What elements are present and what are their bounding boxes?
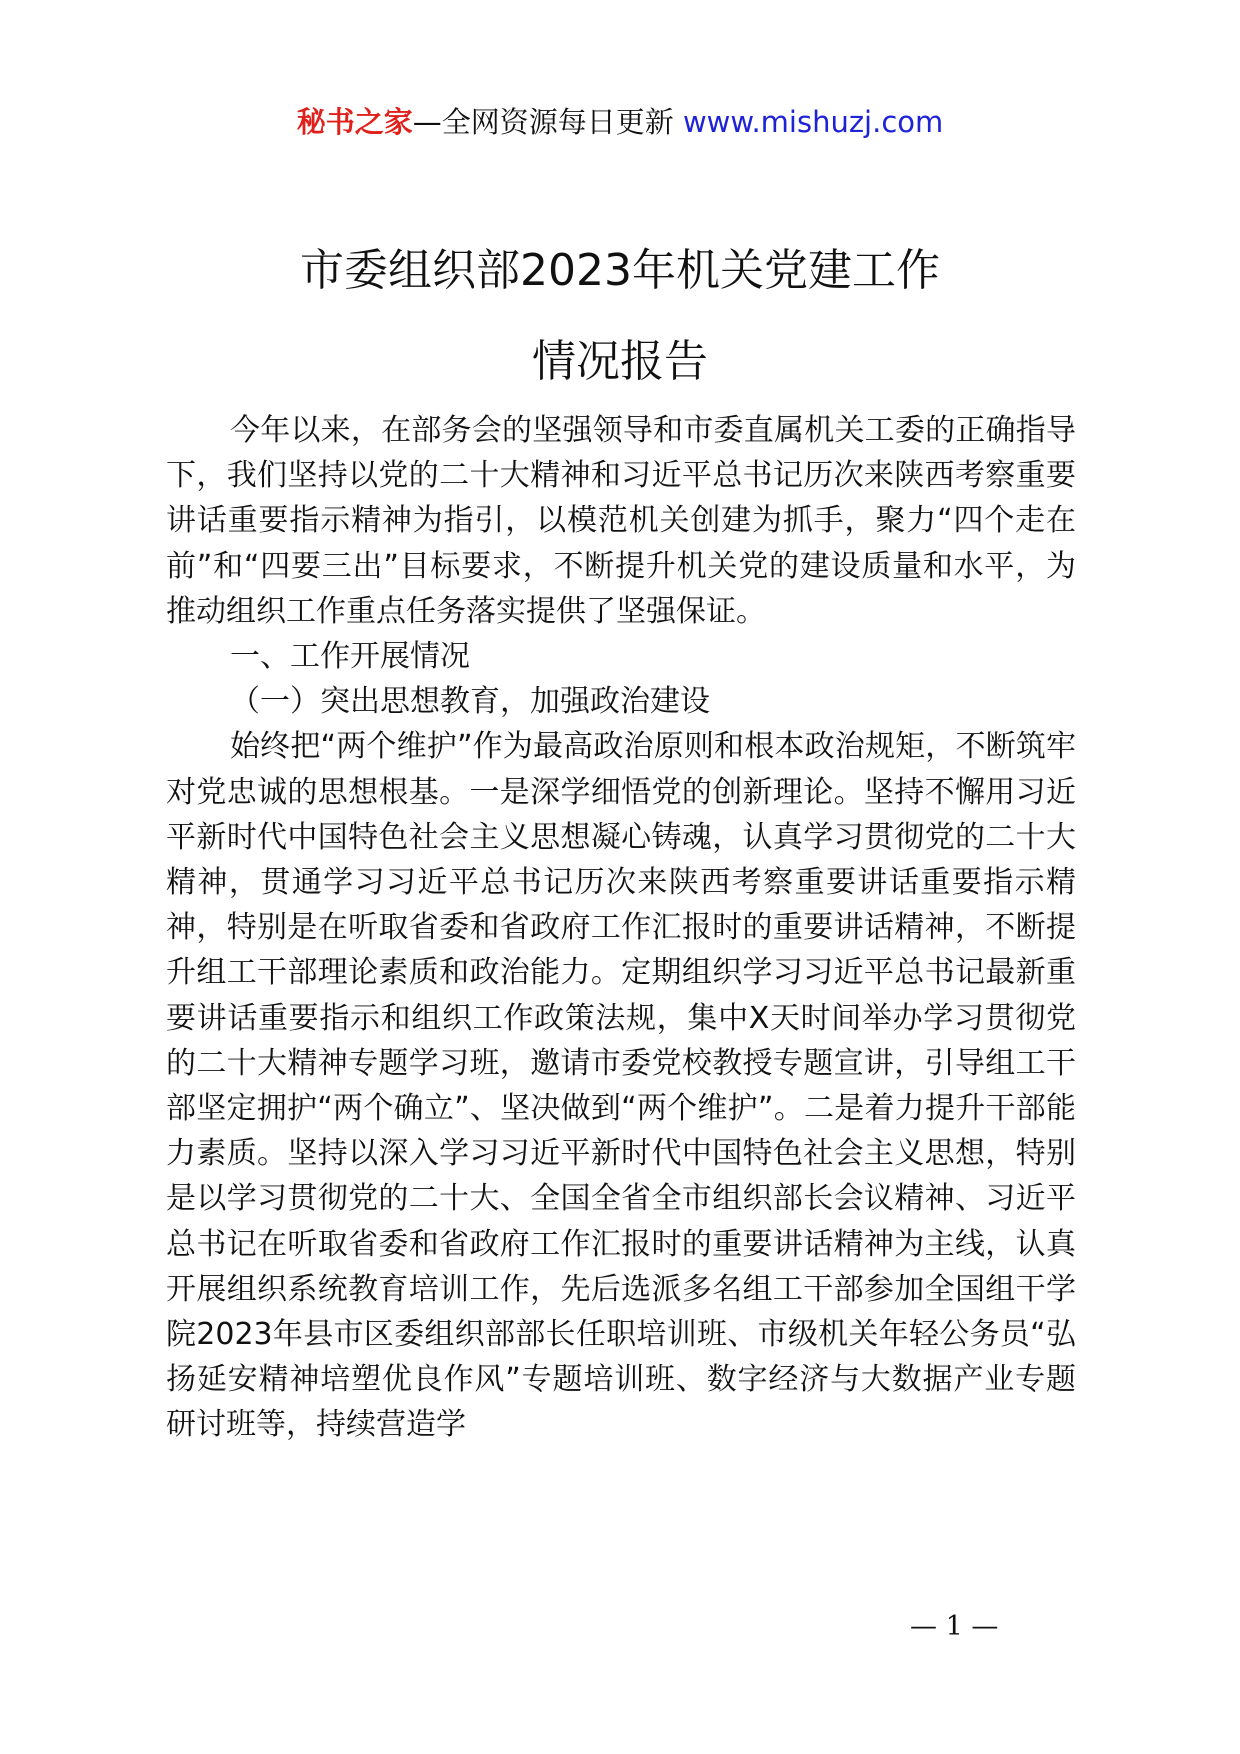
- document-title-line2: 情况报告: [532, 336, 708, 387]
- subsection-heading: （一）突出思想教育，加强政治建设: [230, 684, 710, 720]
- document-title-line1: 市委组织部2023年机关党建工作: [300, 245, 940, 296]
- website-link[interactable]: www.mishuzj.com: [682, 105, 944, 139]
- page-number: — 1 —: [910, 1611, 999, 1642]
- banner-slogan: —全网资源每日更新: [412, 105, 674, 139]
- paragraph-body: 始终把“两个维护”作为最高政治原则和根本政治规矩，不断筑牢对党忠诚的思想根基。一是深学细悟党的创新理论。坚持不懈用习近平新时代中国特色社会主义思想凝心铸魂，认真学习贯彻党的二十大精神，贯通学习习近平总书记历次来陕西考察重要讲话重要指示精神，特别是在听取省委和省政府工作汇报时的重要讲话精神，不断提升组工干部理论素质和政治能力。定期组织学习习近平总书记最新重要讲话重要指示和组织工作政策法规，集中X天时间举办学习贯彻党的二十大精神专题学习班，邀请市委党校教授专题宣讲，引导组工干部坚定拥护“两个确立”、坚决做到“两个维护”。二是着力提升干部能力素质。坚持以深入学习习近平新时代中国特色社会主义思想，特别是以学习贯彻党的二十大、全国全省全市组织部长会议精神、习近平总书记在听取省委和省政府工作汇报时的重要讲话精神为主线，认真开展组织系统教育培训工作，先后选派多名组工干部参加全国组干学院2023年县市区委组织部部长任职培训班、市级机关年轻公务员“弘扬延安精神培塑优良作风”专题培训班、数字经济与大数据产业专题研讨班等，持续营造学: [166, 729, 1076, 1443]
- section-heading: 一、工作开展情况: [230, 639, 470, 675]
- document-body: [166, 408, 1076, 1448]
- site-banner: [0, 102, 1240, 142]
- paragraph-intro: 今年以来，在部务会的坚强领导和市委直属机关工委的正确指导下，我们坚持以党的二十大精神和习近平总书记历次来陕西考察重要讲话重要指示精神为指引，以模范机关创建为抓手，聚力“四个走在前”和“四要三出”目标要求，不断提升机关党的建设质量和水平，为推动组织工作重点任务落实提供了坚强保证。: [166, 413, 1076, 629]
- brand-name: 秘书之家: [296, 105, 413, 139]
